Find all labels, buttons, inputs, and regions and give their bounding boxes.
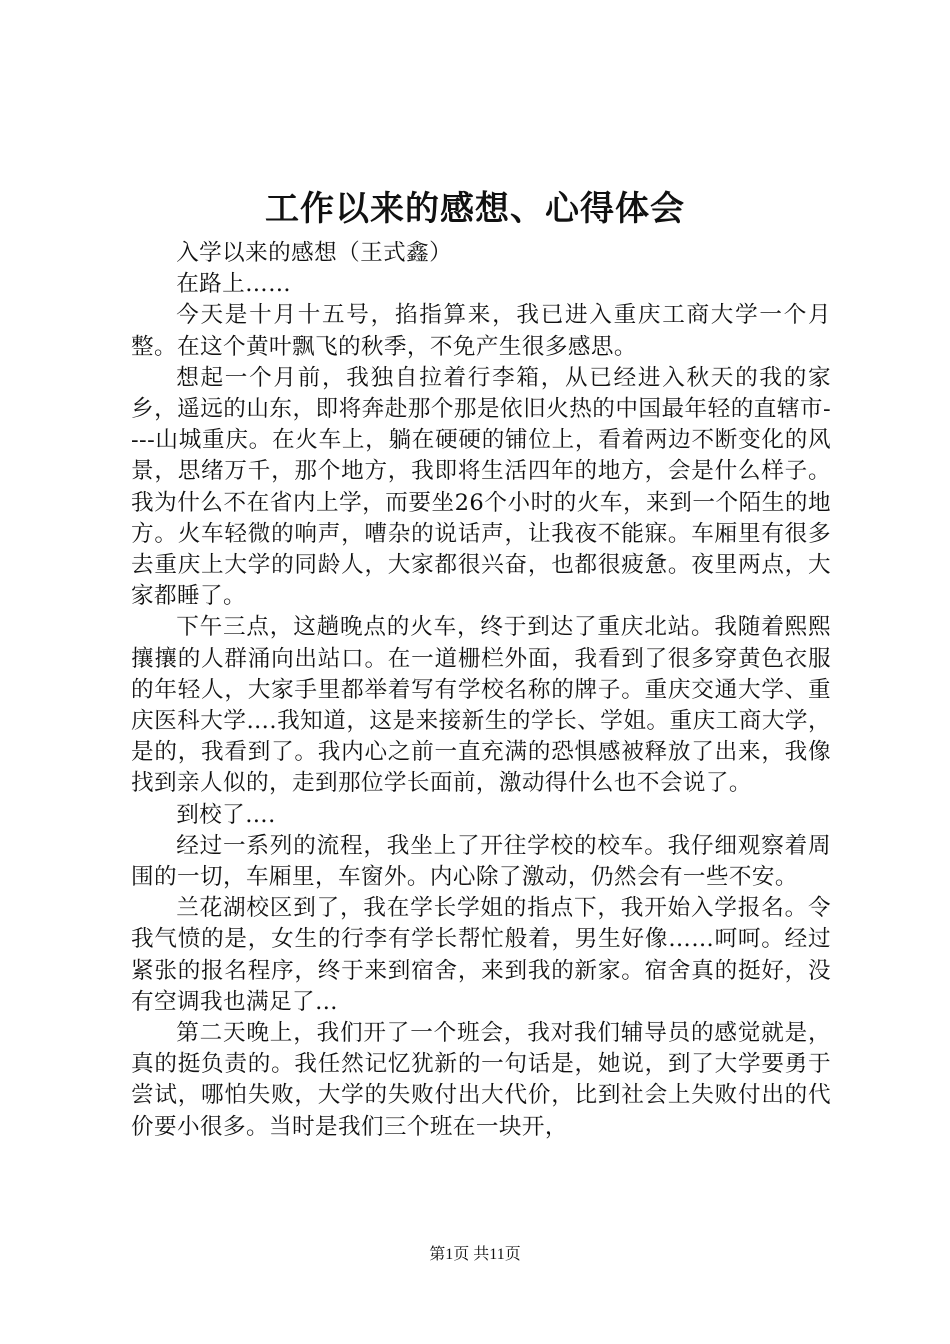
paragraph: 入学以来的感想（王式鑫） (176, 240, 453, 266)
paragraph: 下午三点，这趟晚点的火车，终于到达了重庆北站。我随着熙熙攘攘的人群涌向出站口。在一道栅栏外面，我看到了很多穿黄色衣服的年轻人，大家手里都举着写有学校名称的牌子。重庆交通大学、重庆医科大学….我知道，这是来接新生的学长、学姐。重庆工商大学，是的，我看到了。我内心之前一直充满的恐惧感被释放了出来，我像找到亲人似的，走到那位学长面前，激动得什么也不会说了。 (131, 614, 831, 797)
page-number: 第1页 共11页 (429, 1246, 521, 1263)
paragraph: 想起一个月前，我独自拉着行李箱，从已经进入秋天的我的家乡，遥远的山东，即将奔赴那个那是依旧火热的中国最年轻的直辖市----山城重庆。在火车上，躺在硬硬的铺位上，看着两边不断变化的风景，思绪万千，那个地方，我即将生活四年的地方，会是什么样子。我为什么不在省内上学，而要坐26个小时的火车，来到一个陌生的地方。火车轻微的响声，嘈杂的说话声，让我夜不能寐。车厢里有很多去重庆上大学的同龄人，大家都很兴奋，也都很疲惫。夜里两点，大家都睡了。 (131, 364, 831, 610)
paragraph: 在路上…… (176, 271, 292, 298)
document-title: 工作以来的感想、心得体会 (265, 189, 685, 229)
paragraph: 兰花湖校区到了，我在学长学姐的指点下，我开始入学报名。令我气愤的是，女生的行李有学长帮忙般着，男生好像……呵呵。经过紧张的报名程序，终于来到宿舍，来到我的新家。宿舍真的挺好，没有空调我也满足了… (131, 895, 831, 1015)
paragraph: 到校了…. (176, 801, 276, 828)
document-body (131, 238, 831, 1143)
paragraph: 第二天晚上，我们开了一个班会，我对我们辅导员的感觉就是，真的挺负责的。我任然记忆犹新的一句话是，她说，到了大学要勇于尝试，哪怕失败，大学的失败付出大代价，比到社会上失败付出的代价要小很多。当时是我们三个班在一块开， (131, 1020, 831, 1140)
paragraph: 今天是十月十五号，掐指算来，我已进入重庆工商大学一个月整。在这个黄叶飘飞的秋季，不免产生很多感思。 (131, 302, 831, 360)
paragraph: 经过一系列的流程，我坐上了开往学校的校车。我仔细观察着周围的一切，车厢里，车窗外。内心除了激动，仍然会有一些不安。 (131, 832, 831, 891)
